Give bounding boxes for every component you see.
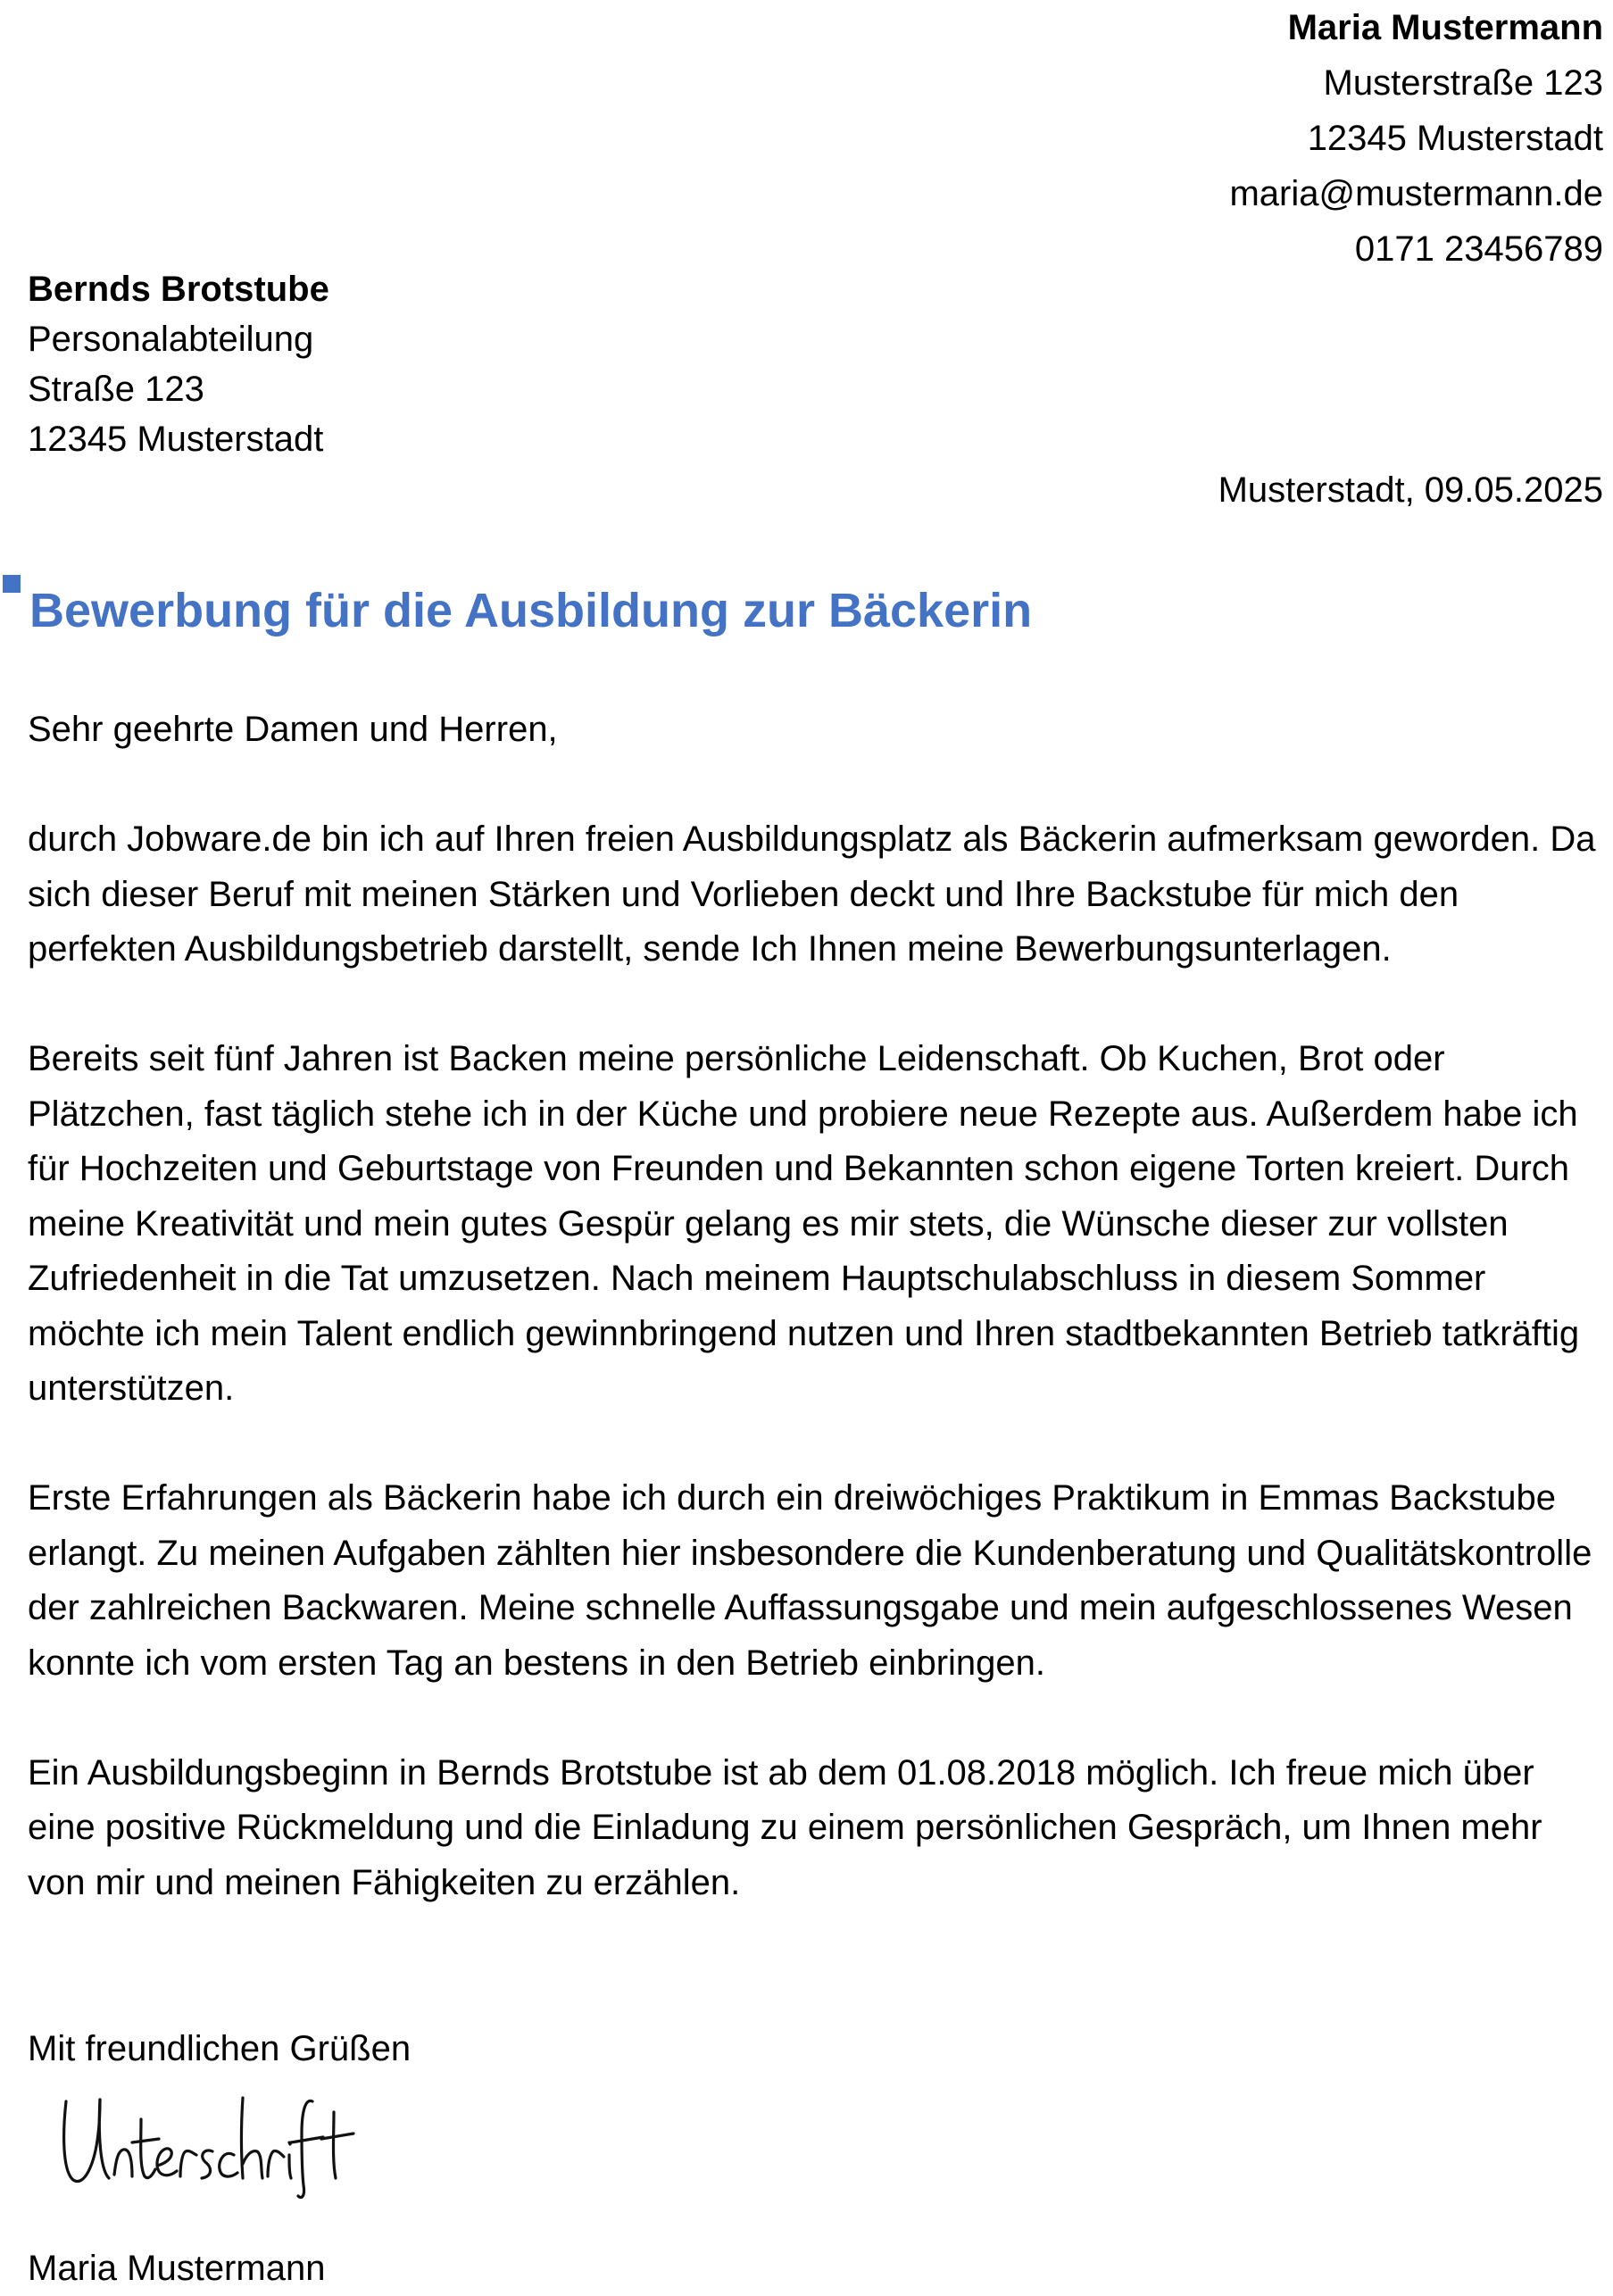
letter-date: Musterstadt, 09.05.2025 — [1218, 470, 1603, 510]
salutation: Sehr geehrte Damen und Herren, — [28, 710, 558, 749]
handwritten-signature — [55, 2080, 377, 2205]
body-paragraph-4: Ein Ausbildungsbeginn in Bernds Brotstube ist ab dem 01.08.2018 möglich. Ich freue mich über eine positive Rückmeldung und die Einladung zu einem persönlichen Gespräch, um Ihnen mehr von mir und meinen Fähigkeiten zu erzählen. — [28, 1752, 1542, 1902]
recipient-address-block — [28, 264, 329, 464]
body-paragraph-3: Erste Erfahrungen als Bäckerin habe ich durch ein dreiwöchiges Praktikum in Emmas Backstube erlangt. Zu meinen Aufgaben zählten hier insbesondere die Kundenberatung und Qualitätskontrolle der zahlreichen Backwaren. Meine schnelle Auffassungsgabe und mein aufgeschlossenes Wesen konnte ich vom ersten Tag an bestens in den Betrieb einbringen. — [28, 1478, 1592, 1683]
body-paragraph-1: durch Jobware.de bin ich auf Ihren freien Ausbildungsplatz als Bäckerin aufmerksam geworden. Da sich dieser Beruf mit meinen Stärken und Vorlieben deckt und Ihre Backstube für mich den perfekten Ausbildungsbetrieb darstellt, sende Ich Ihnen meine Bewerbungsunterlagen. — [28, 819, 1596, 969]
body-paragraph-2: Bereits seit fünf Jahren ist Backen meine persönliche Leidenschaft. Ob Kuchen, Brot oder Plätzchen, fast täglich stehe ich in der Küche und probiere neue Rezepte aus. Außerdem habe ich für Hochzeiten und Geburtstage von Freunden und Bekannten schon eigene Torten kreiert. Durch meine Kreativität und mein gutes Gespür gelang es mir stets, die Wünsche dieser zur vollsten Zufriedenheit in die Tat umzusetzen. Nach meinem Hauptschulabschluss in diesem Sommer möchte ich mein Talent endlich gewinnbringend nutzen und Ihren stadtbekannten Betrieb tatkräftig unterstützen. — [28, 1039, 1580, 1408]
sender-address-block — [1229, 0, 1603, 277]
letter-body — [28, 703, 1608, 1966]
letter-subject: Bewerbung für die Ausbildung zur Bäckerin — [29, 584, 1033, 637]
heading-marker — [3, 575, 21, 593]
sender-street: Musterstraße 123 — [1323, 63, 1603, 103]
sender-city: 12345 Musterstadt — [1307, 119, 1603, 158]
closing-phrase: Mit freundlichen Grüßen — [28, 2029, 412, 2068]
recipient-city: 12345 Musterstadt — [28, 420, 324, 459]
recipient-street: Straße 123 — [28, 370, 204, 409]
recipient-company: Bernds Brotstube — [28, 270, 329, 309]
recipient-department: Personalabteilung — [28, 320, 314, 359]
sender-name: Maria Mustermann — [1287, 8, 1603, 47]
sender-email: maria@mustermann.de — [1229, 174, 1603, 213]
sender-phone: 0171 23456789 — [1354, 229, 1603, 269]
signer-name: Maria Mustermann — [28, 2249, 326, 2288]
